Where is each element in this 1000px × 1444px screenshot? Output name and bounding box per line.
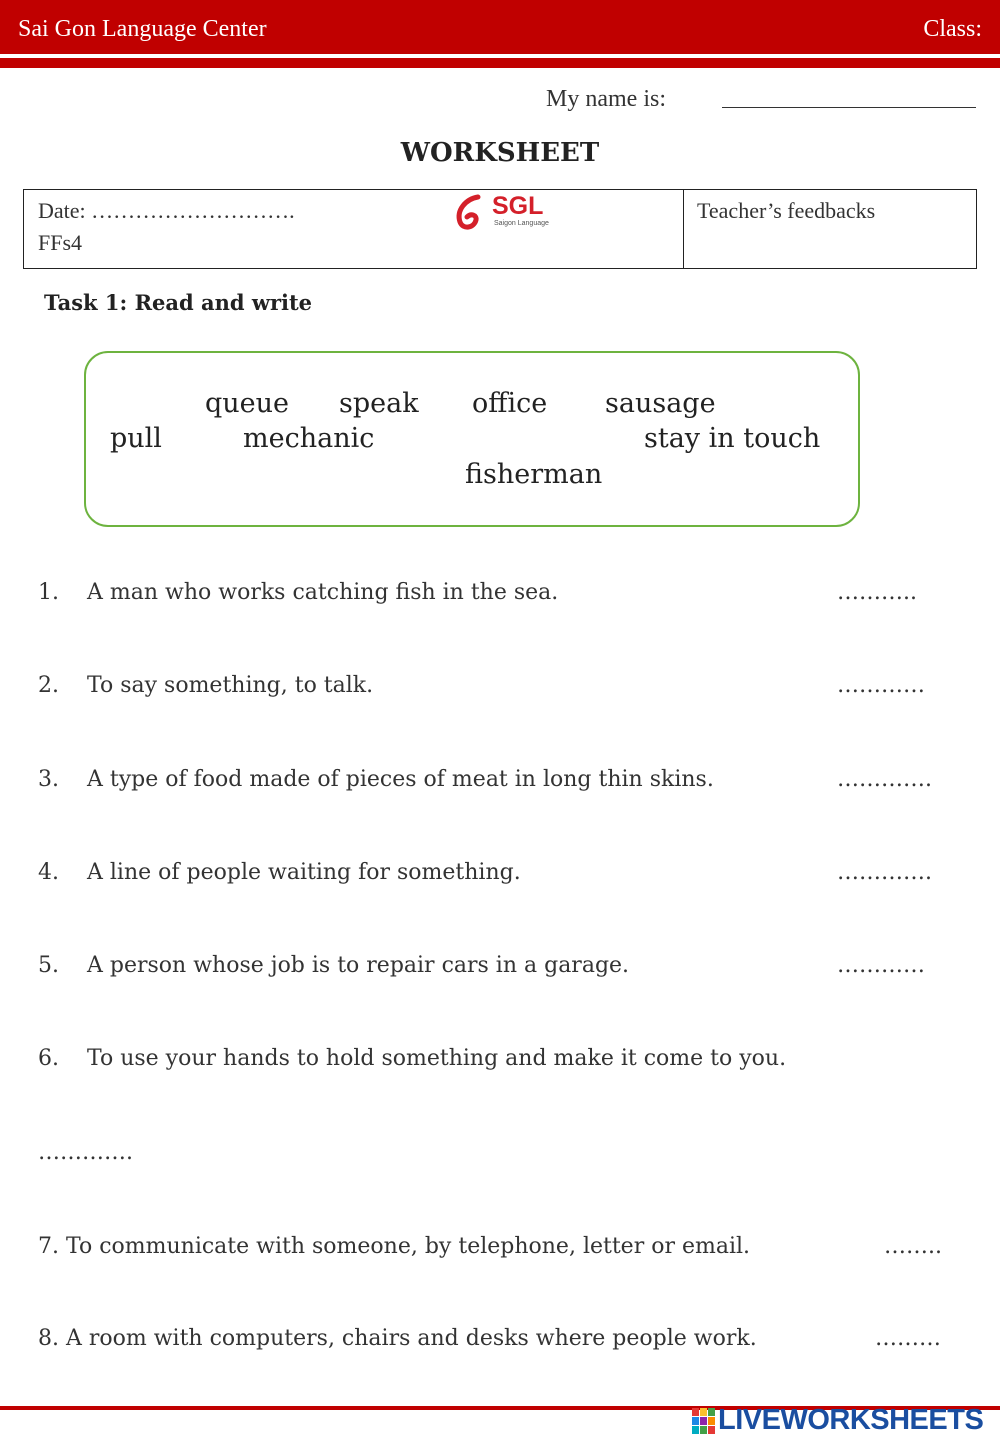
word-bank-item: queue — [205, 388, 290, 419]
question-number: 6. — [38, 1046, 59, 1071]
answer-blank[interactable]: …………. — [38, 1140, 133, 1165]
class-code: FFs4 — [38, 230, 83, 255]
answer-blank[interactable]: ………… — [837, 673, 925, 698]
question-text: A type of food made of pieces of meat in long thin skins. — [87, 767, 714, 792]
header-rule — [0, 58, 1000, 68]
question-text: To use your hands to hold something and make it come to you. — [87, 1046, 787, 1071]
question-text: A person whose job is to repair cars in a garage. — [87, 953, 630, 978]
question-number: 5. — [38, 953, 59, 978]
question-text: 8. A room with computers, chairs and desks where people work. — [38, 1326, 757, 1351]
class-label: Class: — [923, 16, 982, 42]
word-bank-item: mechanic — [243, 423, 375, 454]
answer-blank[interactable]: …….. — [884, 1234, 942, 1259]
liveworksheets-brand: LIVEWORKSHEETS — [718, 1404, 984, 1436]
info-divider — [683, 189, 684, 269]
logo-text: SGL — [492, 192, 544, 220]
date-field: Date: ………………………. — [38, 198, 295, 223]
question-number: 4. — [38, 860, 59, 885]
word-bank-item: sausage — [605, 388, 716, 419]
question-text: 7. To communicate with someone, by telephone, letter or email. — [38, 1234, 751, 1259]
question-text: To say something, to talk. — [87, 673, 374, 698]
word-bank-item: stay in touch — [644, 423, 821, 454]
question-text: A line of people waiting for something. — [87, 860, 521, 885]
page-title: WORKSHEET — [400, 138, 600, 168]
word-bank-item: pull — [110, 423, 162, 454]
name-label: My name is: — [546, 86, 666, 112]
task-title: Task 1: Read and write — [44, 290, 313, 315]
name-blank[interactable] — [722, 107, 976, 108]
question-number: 1. — [38, 580, 59, 605]
center-name: Sai Gon Language Center — [18, 16, 267, 42]
question-text: A man who works catching fish in the sea. — [87, 580, 559, 605]
word-bank-item: fisherman — [465, 459, 603, 490]
word-bank-item: speak — [339, 388, 419, 419]
answer-blank[interactable]: ……….. — [837, 580, 917, 605]
answer-blank[interactable]: ……… — [875, 1326, 941, 1351]
liveworksheets-grid-icon — [692, 1408, 716, 1436]
sgl-logo — [452, 192, 562, 232]
answer-blank[interactable]: ………… — [837, 953, 925, 978]
swoosh-icon — [452, 192, 492, 232]
question-number: 2. — [38, 673, 59, 698]
teacher-feedback-label: Teacher’s feedbacks — [697, 198, 876, 223]
answer-blank[interactable]: …………. — [837, 767, 932, 792]
answer-blank[interactable]: …………. — [837, 860, 932, 885]
logo-subtext: Saigon Language — [494, 220, 549, 227]
word-bank-item: office — [472, 388, 548, 419]
question-number: 3. — [38, 767, 59, 792]
